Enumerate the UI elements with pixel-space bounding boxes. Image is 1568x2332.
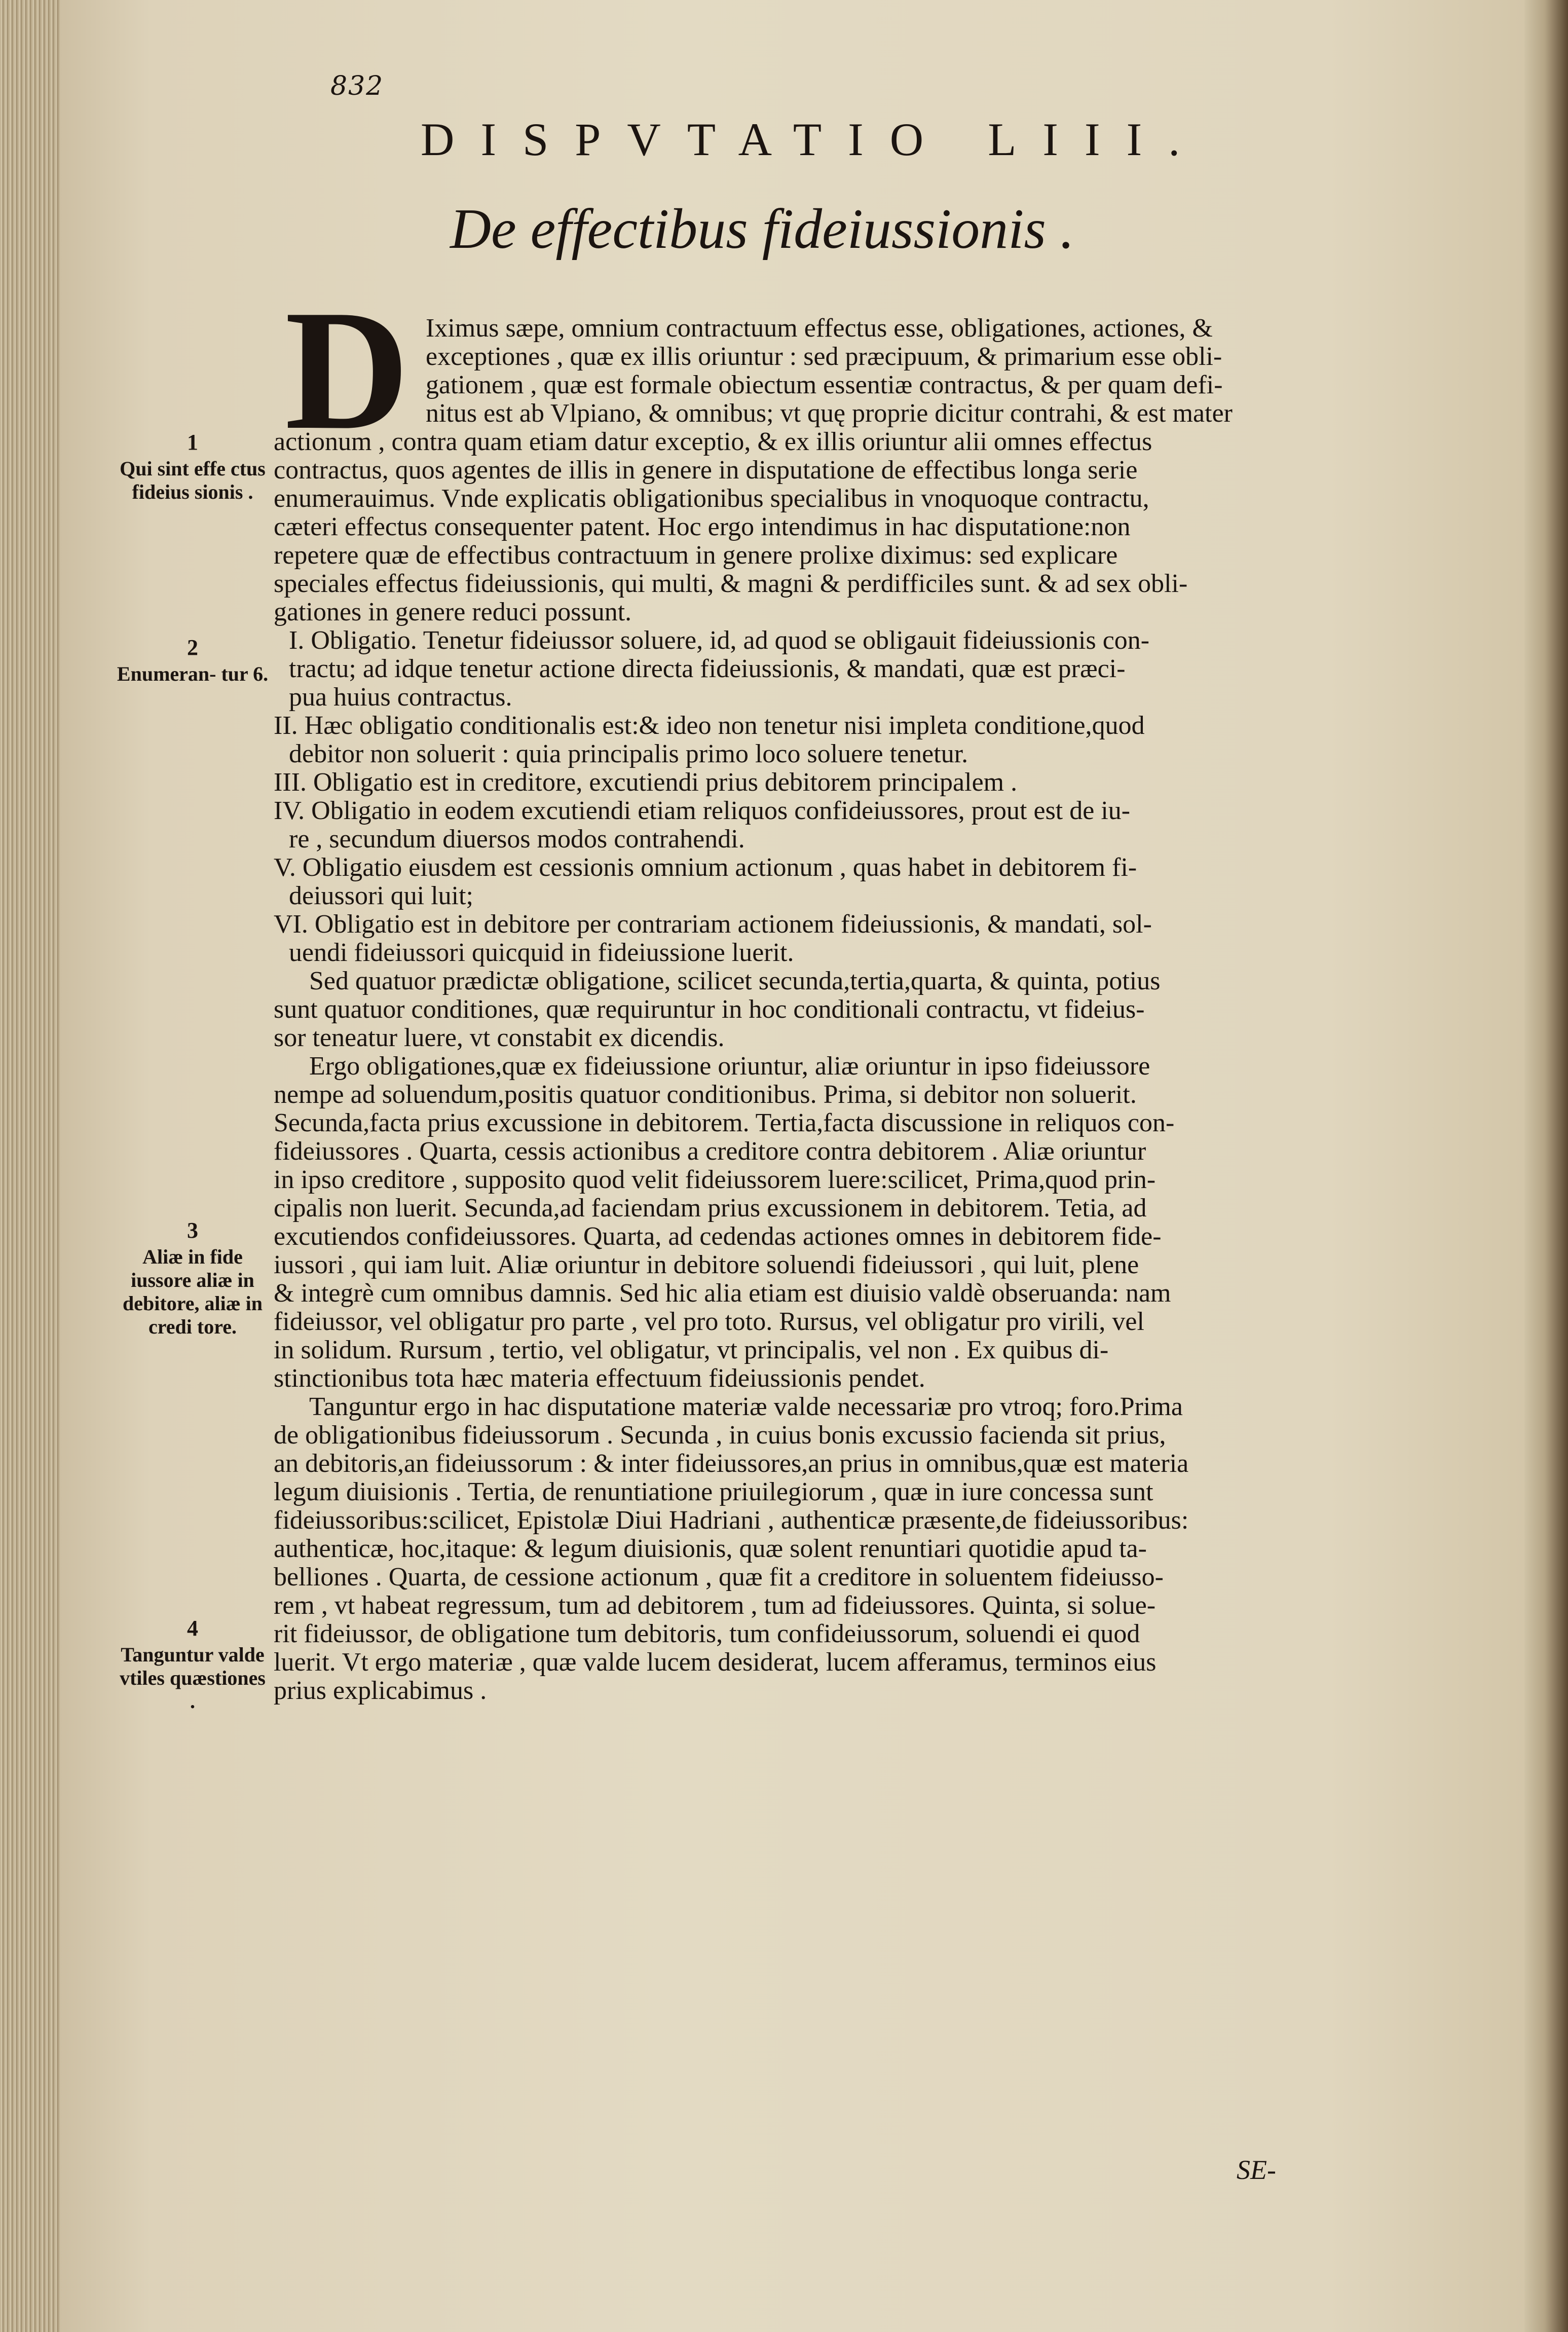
text-line: V. Obligatio eiusdem est cessionis omnium actionum , quas habet in debitorem fi-: [274, 853, 1137, 882]
gutter-shadow: [1524, 0, 1568, 2332]
text-line: fideiussor, vel obligatur pro parte , vel pro toto. Rursus, vel obligatur pro virili, vel: [274, 1307, 1144, 1336]
text-line: repetere quæ de effectibus contractuum in genere prolixe diximus: sed explicare: [274, 541, 1118, 570]
text-line: enumerauimus. Vnde explicatis obligationibus specialibus in vnoquoque contractu,: [274, 484, 1149, 513]
margin-note-text: Tanguntur valde vtiles quæstiones .: [120, 1643, 266, 1713]
text-line: gationem , quæ est formale obiectum essentiæ contractus, & per quam defi-: [426, 371, 1223, 399]
text-line: nitus est ab Vlpiano, & omnibus; vt quę proprie dicitur contrahi, & est mater: [426, 399, 1233, 428]
text-line: I. Obligatio. Tenetur fideiussor soluere, id, ad quod se obligauit fideiussionis con-: [289, 626, 1150, 655]
text-line: Secunda,facta prius excussione in debitorem. Tertia,facta discussione in reliquos con-: [274, 1108, 1175, 1137]
text-line: pua huius contractus.: [289, 683, 512, 712]
text-line: gationes in genere reduci possunt.: [274, 598, 632, 626]
text-line: legum diuisionis . Tertia, de renuntiatione priuilegiorum , quæ in iure concessa sunt: [274, 1477, 1153, 1506]
text-line: speciales effectus fideiussionis, qui multi, & magni & perdifficiles sunt. & ad sex obli-: [274, 569, 1188, 598]
text-line: luerit. Vt ergo materiæ , quæ valde lucem desiderat, lucem afferamus, terminos eius: [274, 1648, 1156, 1677]
text-line: cipalis non luerit. Secunda,ad faciendam prius excussionem in debitorem. Tetia, ad: [274, 1194, 1147, 1223]
drop-cap: D: [285, 274, 409, 465]
text-line: Iximus sæpe, omnium contractuum effectus esse, obligationes, actiones, &: [426, 314, 1213, 343]
chapter-title: De effectibus fideiussionis .: [450, 198, 1074, 261]
margin-note-text: Qui sint effe ctus fideius sionis .: [120, 457, 266, 503]
text-line: uendi fideiussori quicquid in fideiussione luerit.: [289, 938, 794, 967]
text-line: iussori , qui iam luit. Aliæ oriuntur in debitore soluendi fideiussori , qui luit, plene: [274, 1250, 1139, 1279]
text-line: authenticæ, hoc,itaque: & legum diuisionis, quæ solent renuntiari quotidie apud ta-: [274, 1534, 1147, 1563]
margin-note-1: [117, 431, 269, 504]
text-line: Sed quatuor prædictæ obligatione, scilicet secunda,tertia,quarta, & quinta, potius: [309, 967, 1161, 995]
text-line: re , secundum diuersos modos contrahendi.: [289, 825, 745, 854]
text-line: fideiussoribus:scilicet, Epistolæ Diui Hadriani , authenticæ præsente,de fideiussoribus:: [274, 1506, 1189, 1535]
margin-note-text: Enumeran- tur 6.: [117, 662, 269, 685]
text-line: belliones . Quarta, de cessione actionum , quæ fit a creditore in soluentem fideiusso-: [274, 1563, 1164, 1591]
text-line: in ipso creditore , supposito quod velit fideiussorem luere:scilicet, Prima,quod prin-: [274, 1165, 1156, 1194]
text-line: Ergo obligationes,quæ ex fideiussione oriuntur, aliæ oriuntur in ipso fideiussore: [309, 1052, 1150, 1081]
text-line: VI. Obligatio est in debitore per contrariam actionem fideiussionis, & mandati, sol-: [274, 910, 1152, 939]
catchword: SE-: [1237, 2155, 1276, 2185]
text-line: excutiendos confideiussores. Quarta, ad cedendas actiones omnes in debitorem fide-: [274, 1222, 1162, 1251]
margin-note-number: 1: [187, 430, 198, 455]
text-line: fideiussores . Quarta, cessis actionibus a creditore contra debitorem . Aliæ oriuntur: [274, 1137, 1146, 1166]
text-line: deiussori qui luit;: [289, 881, 473, 910]
body-text: [274, 314, 1384, 1705]
text-line: stinctionibus tota hæc materia effectuum fideiussionis pendet.: [274, 1364, 925, 1393]
text-line: contractus, quos agentes de illis in genere in disputatione de effectibus longa serie: [274, 456, 1138, 485]
text-line: sunt quatuor conditiones, quæ requiruntur in hoc conditionali contractu, vt fideius-: [274, 995, 1145, 1024]
text-line: prius explicabimus .: [274, 1676, 487, 1705]
text-line: rem , vt habeat regressum, tum ad debitorem , tum ad fideiussores. Quinta, si solue-: [274, 1591, 1156, 1620]
running-head: DISPVTATIO LIII.: [421, 114, 1207, 165]
text-line: cæteri effectus consequenter patent. Hoc ergo intendimus in hac disputatione:non: [274, 512, 1131, 541]
text-line: & integrè cum omnibus damnis. Sed hic alia etiam est diuisio valdè obseruanda: nam: [274, 1279, 1171, 1308]
text-line: debitor non soluerit : quia principalis primo loco soluere tenetur.: [289, 739, 968, 768]
margin-note-number: 3: [187, 1218, 198, 1243]
text-line: III. Obligatio est in creditore, excutiendi prius debitorem principalem .: [274, 768, 1018, 797]
text-line: II. Hæc obligatio conditionalis est:& ideo non tenetur nisi impleta conditione,quod: [274, 711, 1145, 740]
text-line: exceptiones , quæ ex illis oriuntur : sed præcipuum, & primarium esse obli-: [426, 342, 1222, 371]
margin-note-text: Aliæ in fide iussore aliæ in debitore, aliæ in credi tore.: [123, 1245, 263, 1338]
text-line: sor teneatur luere, vt constabit ex dicendis.: [274, 1023, 725, 1052]
text-line: IV. Obligatio in eodem excutiendi etiam reliquos confideiussores, prout est de iu-: [274, 796, 1131, 825]
page-number: 832: [330, 71, 384, 101]
text-line: de obligationibus fideiussorum . Secunda , in cuius bonis excussio facienda sit prius,: [274, 1421, 1166, 1450]
margin-note-4: [117, 1617, 269, 1713]
margin-note-3: [117, 1219, 269, 1339]
text-line: nempe ad soluendum,positis quatuor conditionibus. Prima, si debitor non soluerit.: [274, 1080, 1137, 1109]
text-line: Tanguntur ergo in hac disputatione materiæ valde necessariæ pro vtroq; foro.Prima: [309, 1392, 1183, 1421]
text-line: actionum , contra quam etiam datur exceptio, & ex illis oriuntur alii omnes effectus: [274, 427, 1152, 456]
text-line: tractu; ad idque tenetur actione directa fideiussionis, & mandati, quæ est præci-: [289, 654, 1126, 683]
book-page-edges: [0, 0, 60, 2332]
text-line: in solidum. Rursum , tertio, vel obligatur, vt principalis, vel non . Ex quibus di-: [274, 1336, 1109, 1364]
margin-note-number: 2: [187, 635, 198, 660]
margin-note-2: [117, 636, 269, 686]
text-line: rit fideiussor, de obligatione tum debitoris, tum confideiussorum, soluendi ei quod: [274, 1619, 1140, 1648]
text-line: an debitoris,an fideiussorum : & inter fideiussores,an prius in omnibus,quæ est materia: [274, 1449, 1189, 1478]
margin-note-number: 4: [187, 1616, 198, 1641]
